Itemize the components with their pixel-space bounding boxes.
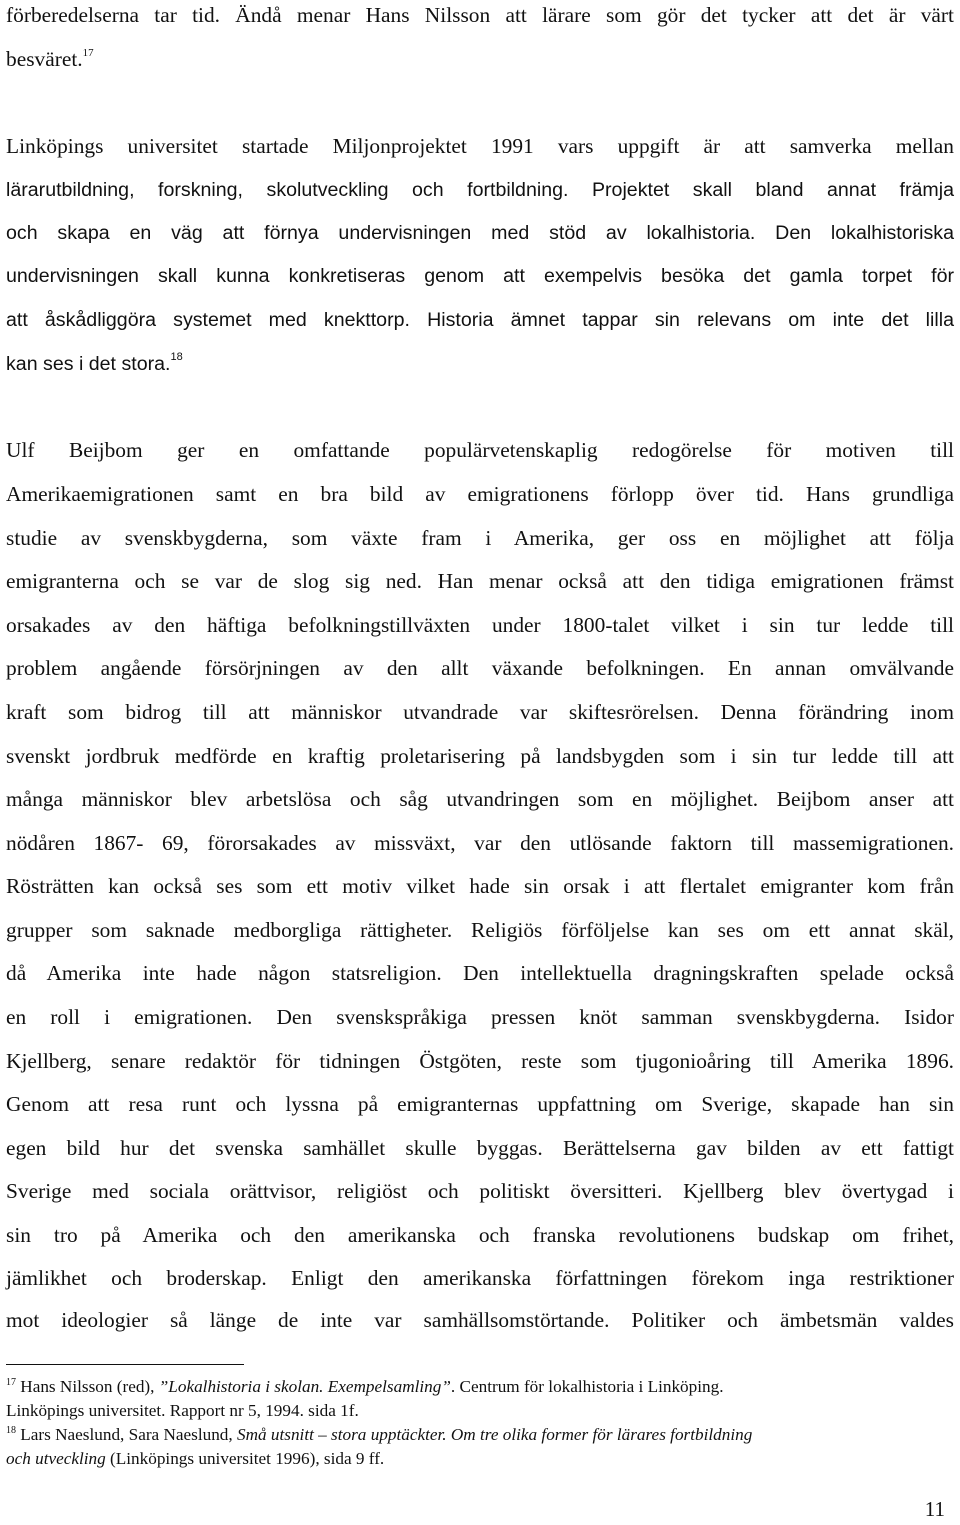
paragraph-line: Amerikaemigrationen samt en bra bild av emigrationens förlopp över tid. Hans grundliga xyxy=(6,482,954,506)
footnote-title: ”Lokalhistoria i skolan. Exempelsamling” xyxy=(158,1377,451,1396)
paragraph-line-text: kan ses i det stora. xyxy=(6,353,171,375)
footnote-source: (Linköpings universitet 1996), sida 9 ff. xyxy=(105,1449,385,1468)
paragraph-line: Sverige med sociala orättvisor, religiöst och politiskt översitteri. Kjellberg blev övertygad i xyxy=(6,1179,954,1203)
paragraph-line: egen bild hur det svenska samhället skulle byggas. Berättelserna gav bilden av ett fattigt xyxy=(6,1136,954,1160)
paragraph-line: undervisningen skall kunna konkretiseras genom att exempelvis besöka det gamla torpet för xyxy=(6,265,954,287)
page-number: 11 xyxy=(924,1497,945,1521)
footnote-marker: 18 xyxy=(6,1425,16,1436)
paragraph-line: problem angående försörjningen av den allt växande befolkningen. En annan omvälvande xyxy=(6,656,954,680)
paragraph-line: Linköpings universitet startade Miljonprojektet 1991 vars uppgift är att samverka mellan xyxy=(6,134,954,158)
paragraph-line: Kjellberg, senare redaktör för tidningen Östgöten, reste som tjugonioåring till Amerika 1896. xyxy=(6,1049,954,1073)
paragraph-line-text: lärarutbildning, forskning, skolutveckling och fortbildning. Projektet skall bland annat främja xyxy=(6,179,954,201)
paragraph-line: orsakades av den häftiga befolkningstillväxten under 1800-talet vilket i sin tur ledde till xyxy=(6,613,954,637)
paragraph-line: Ulf Beijbom ger en omfattande populärvetenskaplig redogörelse för motiven till xyxy=(6,438,954,462)
paragraph-line: jämlikhet och broderskap. Enligt den amerikanska författningen förekom inga restriktioner xyxy=(6,1266,954,1290)
paragraph-line: Rösträtten kan också ses som ett motiv vilket hade sin orsak i att flertalet emigranter kom från xyxy=(6,874,954,898)
paragraph-line: nödåren 1867- 69, förorsakades av missväxt, var den utlösande faktorn till massemigrationen. xyxy=(6,831,954,855)
footnote-18-continued xyxy=(6,1448,954,1470)
footnote-title: Små utsnitt – stora upptäckter. Om tre olika former för lärares fortbildning xyxy=(237,1425,753,1444)
paragraph-line: kraft som bidrog till att människor utvandrade var skiftesrörelsen. Denna förändring inom xyxy=(6,700,954,724)
footnote-source: . Centrum för lokalhistoria i Linköping. xyxy=(450,1377,724,1396)
footnote-separator xyxy=(6,1364,244,1365)
paragraph-line: svenskt jordbruk medförde en kraftig proletarisering på landsbygden som i sin tur ledde till att xyxy=(6,744,954,768)
paragraph-line: förberedelserna tar tid. Ändå menar Hans Nilsson att lärare som gör det tycker att det är värt xyxy=(6,3,954,27)
paragraph-line: många människor blev arbetslösa och såg utvandringen som en möjlighet. Beijbom anser att xyxy=(6,787,954,811)
paragraph-line: grupper som saknade medborgliga rättigheter. Religiös förföljelse kan ses om ett annat skäl, xyxy=(6,918,954,942)
paragraph-line: att åskådliggöra systemet med knekttorp. Historia ämnet tappar sin relevans om inte det lilla xyxy=(6,309,954,331)
paragraph-line: studie av svenskbygderna, som växte fram i Amerika, ger oss en möjlighet att följa xyxy=(6,526,954,550)
document-page xyxy=(6,0,954,1525)
footnote-ref-17: 17 xyxy=(82,47,94,59)
paragraph-line xyxy=(6,174,954,204)
paragraph-line: en roll i emigrationen. Den svenskspråkiga pressen knöt samman svenskbygderna. Isidor xyxy=(6,1005,954,1029)
paragraph-line: och skapa en väg att förnya undervisningen med stöd av lokalhistoria. Den lokalhistoriska xyxy=(6,222,954,244)
footnote-17-continued: Linköpings universitet. Rapport nr 5, 1994. sida 1f. xyxy=(6,1401,359,1420)
paragraph-line: emigranterna och se var de slog sig ned. Han menar också att den tidiga emigrationen främst xyxy=(6,569,954,593)
footnote-title-continued: och utveckling xyxy=(6,1449,106,1468)
paragraph-line-text: besväret. xyxy=(6,47,83,71)
paragraph-line: sin tro på Amerika och den amerikanska och franska revolutionens budskap om frihet, xyxy=(6,1223,954,1247)
footnote-author: Hans Nilsson (red), xyxy=(20,1377,159,1396)
footnote-author: Lars Naeslund, Sara Naeslund, xyxy=(20,1425,237,1444)
footnote-ref-18: 18 xyxy=(170,351,183,363)
paragraph-line xyxy=(6,349,954,379)
paragraph-line: då Amerika inte hade någon statsreligion. Den intellektuella dragningskraften spelade också xyxy=(6,961,954,985)
footnote-18 xyxy=(6,1424,954,1446)
footnote-marker: 17 xyxy=(6,1377,16,1388)
paragraph-line: mot ideologier så länge de inte var samhällsomstörtande. Politiker och ämbetsmän valdes xyxy=(6,1308,954,1332)
paragraph-line xyxy=(6,44,954,74)
paragraph-line: Genom att resa runt och lyssna på emigranternas uppfattning om Sverige, skapade han sin xyxy=(6,1092,954,1116)
footnote-17 xyxy=(6,1376,954,1398)
